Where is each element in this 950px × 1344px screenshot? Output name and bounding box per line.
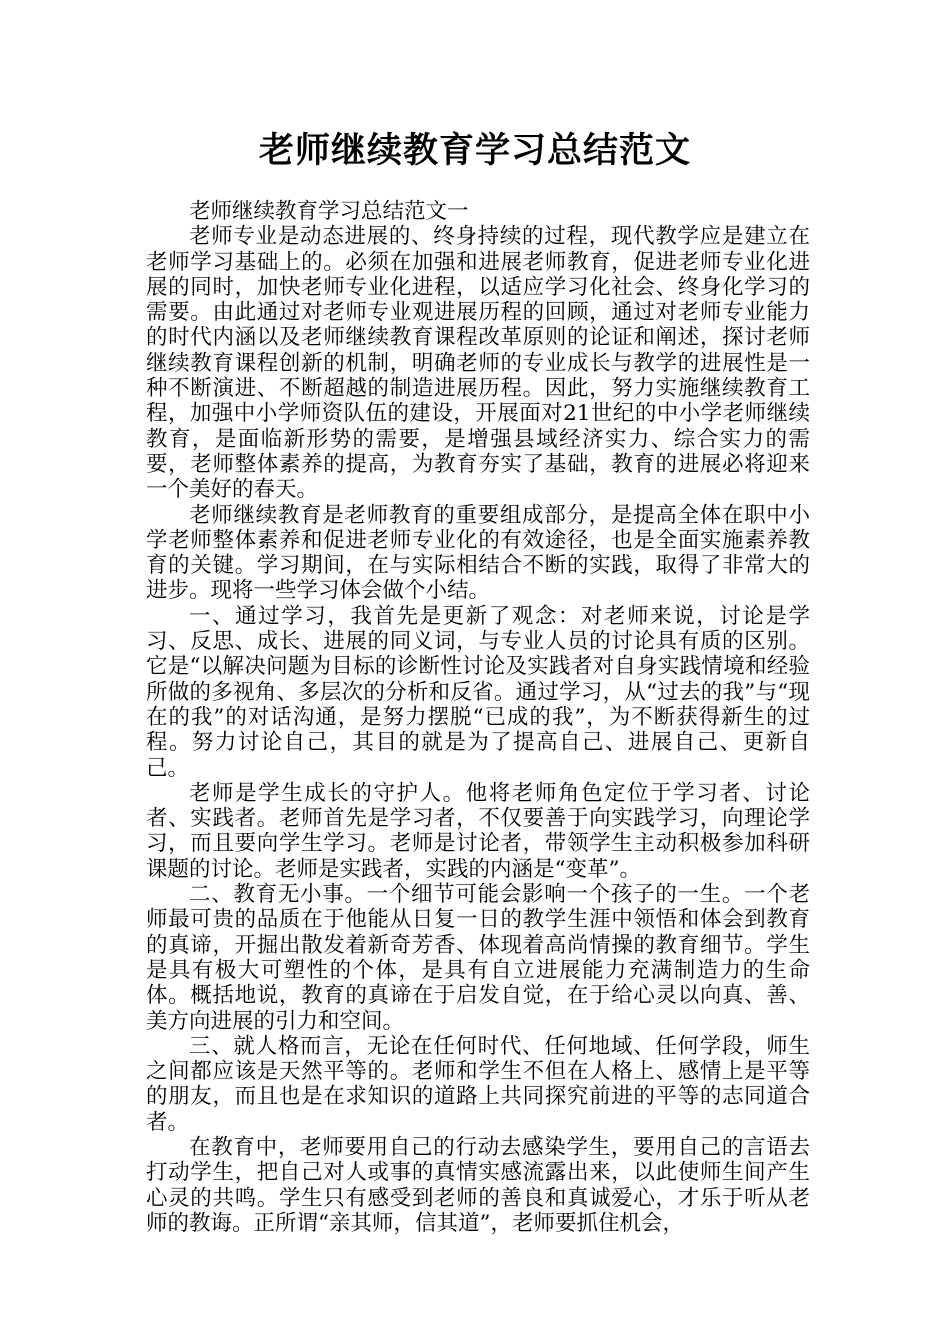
paragraph: 老师是学生成长的守护人。他将老师角色定位于学习者、讨论者、实践者。老师首先是学习者，不仅要善于向实践学习，向理论学习，而且要向学生学习。老师是讨论者，带领学生主动积极参加科研课题的讨论。老师是实践者，实践的内涵是“变革”。 bbox=[146, 780, 810, 882]
paragraph: 老师继续教育是老师教育的重要组成部分，是提高全体在职中小学老师整体素养和促进老师专业化的有效途径，也是全面实施素养教育的关键。学习期间，在与实际相结合不断的实践，取得了非常大的进步。现将一些学习体会做个小结。 bbox=[146, 502, 810, 604]
paragraph: 二、教育无小事。一个细节可能会影响一个孩子的一生。一个老师最可贵的品质在于他能从日复一日的教学生涯中领悟和体会到教育的真谛，开掘出散发着新奇芳香、体现着高尚情操的教育细节。学生是具有极大可塑性的个体，是具有自立进展能力充满制造力的生命体。概括地说，教育的真谛在于启发自觉，在于给心灵以向真、善、美方向进展的引力和空间。 bbox=[146, 882, 810, 1034]
paragraph: 老师专业是动态进展的、终身持续的过程，现代教学应是建立在老师学习基础上的。必须在加强和进展老师教育，促进老师专业化进展的同时，加快老师专业化进程，以适应学习化社会、终身化学习的需要。由此通过对老师专业观进展历程的回顾，通过对老师专业能力的时代内涵以及老师继续教育课程改革原则的论证和阐述，探讨老师继续教育课程创新的机制，明确老师的专业成长与教学的进展性是一种不断演进、不断超越的制造进展历程。因此，努力实施继续教育工程，加强中小学师资队伍的建设，开展面对21世纪的中小学老师继续教育，是面临新形势的需要，是增强县域经济实力、综合实力的需要，老师整体素养的提高，为教育夯实了基础，教育的进展必将迎来一个美好的春天。 bbox=[146, 224, 810, 503]
paragraph: 三、就人格而言，无论在任何时代、任何地域、任何学段，师生之间都应该是天然平等的。老师和学生不但在人格上、感情上是平等的朋友，而且也是在求知识的道路上共同探究前进的平等的志同道合者。 bbox=[146, 1033, 810, 1135]
document-body bbox=[146, 199, 810, 1236]
document-title: 老师继续教育学习总结范文 bbox=[258, 131, 691, 171]
paragraph: 一、通过学习，我首先是更新了观念：对老师来说，讨论是学习、反思、成长、进展的同义词，与专业人员的讨论具有质的区别。它是“以解决问题为目标的诊断性讨论及实践者对自身实践情境和经验所做的多视角、多层次的分析和反省。通过学习，从“过去的我”与“现在的我”的对话沟通，是努力摆脱“已成的我”，为不断获得新生的过程。努力讨论自己，其目的就是为了提高自己、进展自己、更新自己。 bbox=[146, 603, 810, 781]
paragraph: 老师继续教育学习总结范文一 bbox=[189, 199, 469, 224]
paragraph: 在教育中，老师要用自己的行动去感染学生，要用自己的言语去打动学生，把自己对人或事的真情实感流露出来，以此使师生间产生心灵的共鸣。学生只有感受到老师的善良和真诚爱心，才乐于听从老师的教诲。正所谓“亲其师，信其道”，老师要抓住机会， bbox=[146, 1134, 810, 1236]
